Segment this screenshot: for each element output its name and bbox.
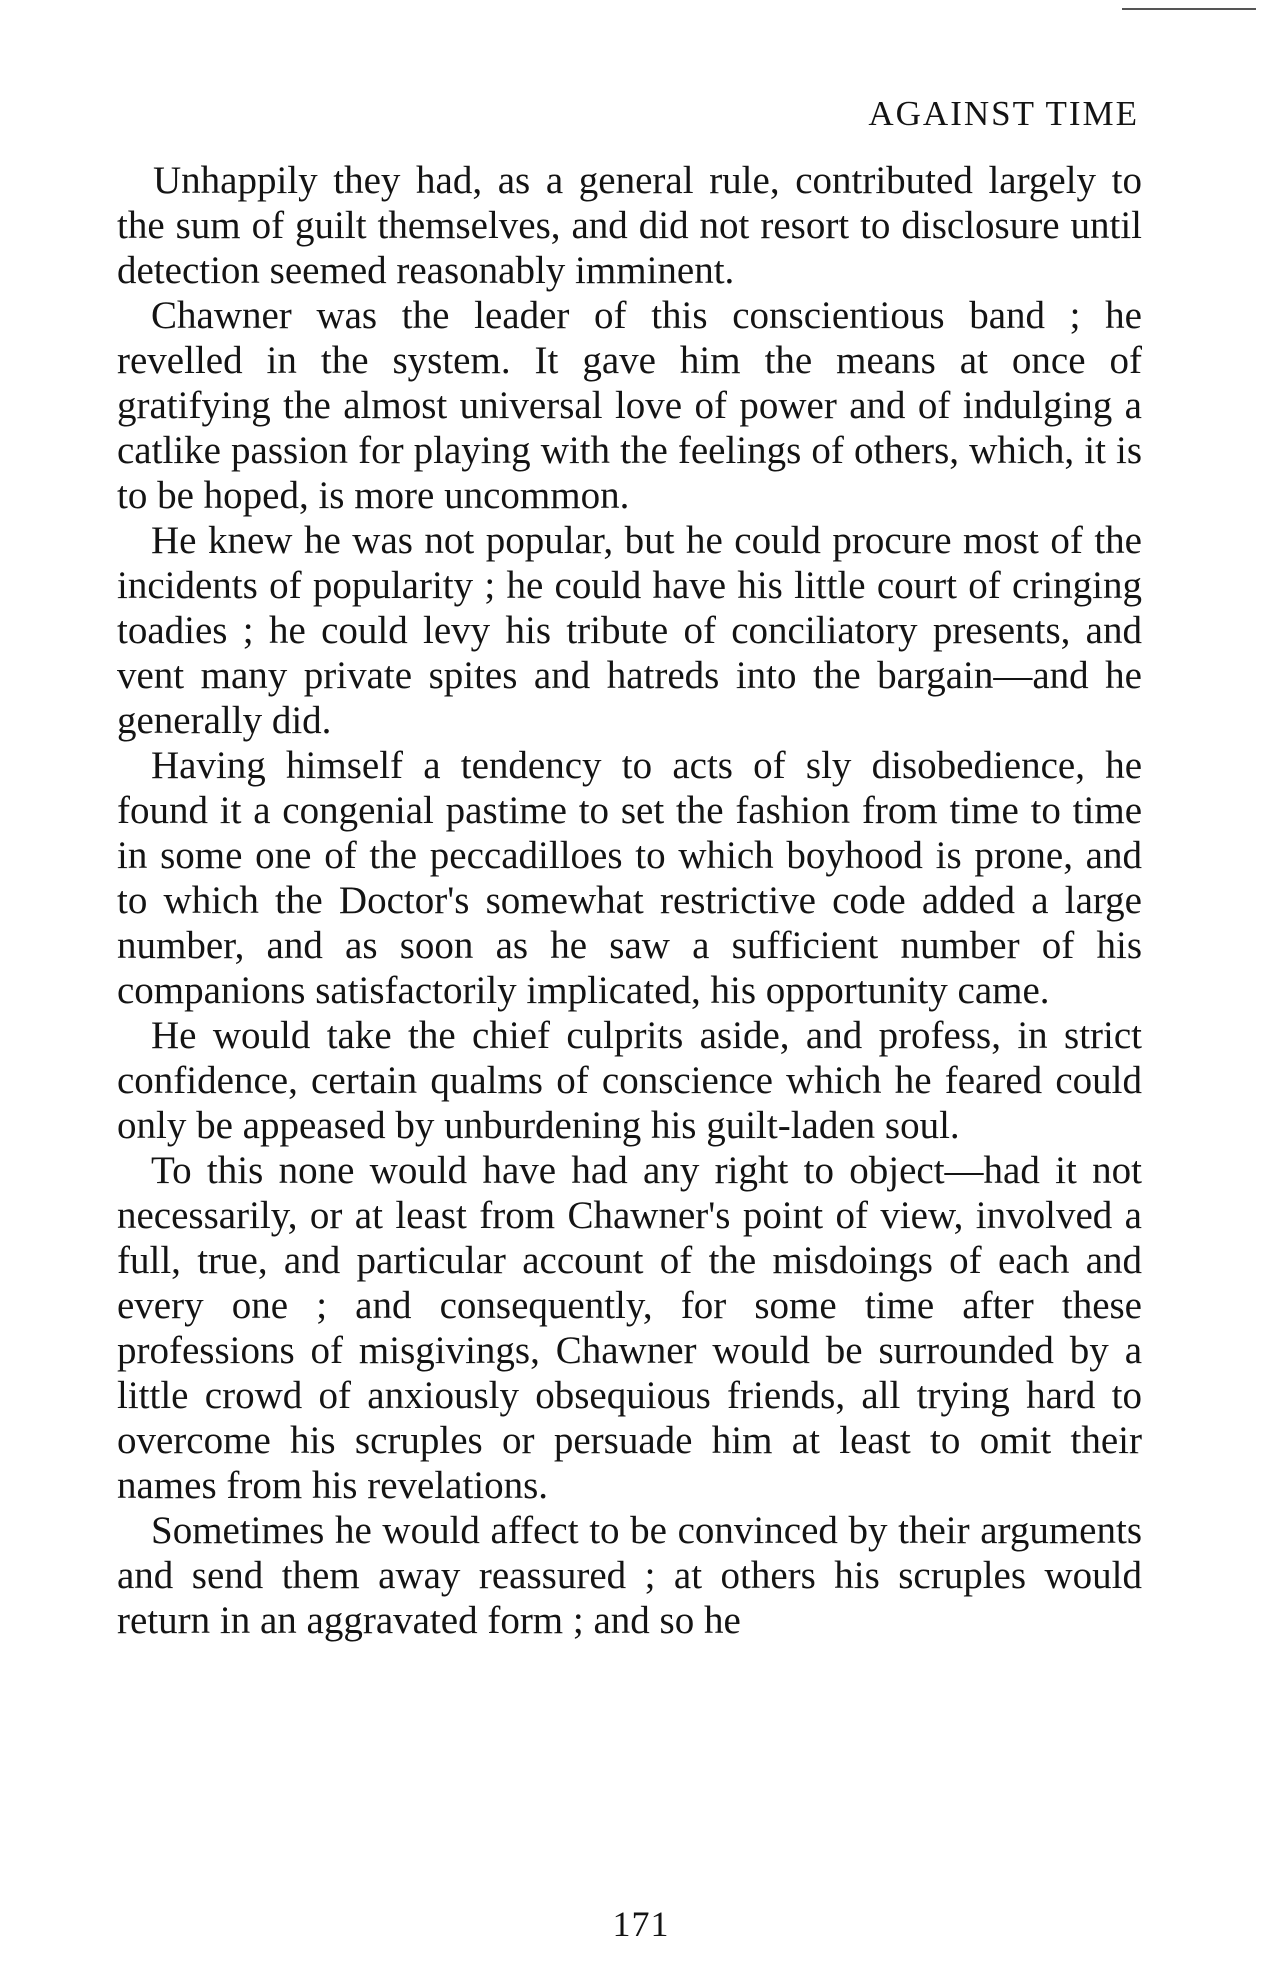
paragraph: Unhappily they had, as a general rule, contributed largely to the sum of guilt themselves, and did not resort to disclosure until detection seemed reasonably imminent. (117, 159, 1142, 292)
paragraph: He knew he was not popular, but he could procure most of the incidents of popularity ; he could have his little court of cringing toadies ; he could levy his tribute of conciliatory presents, and vent many private spites and hatreds into the bargain—and he generally did. (117, 519, 1142, 742)
page-number: 171 (612, 1904, 670, 1944)
body-text (117, 158, 1142, 1643)
paragraph: He would take the chief culprits aside, and profess, in strict confidence, certain qualms of conscience which he feared could only be appeased by unburdening his guilt-laden soul. (117, 1014, 1142, 1147)
paragraph: Having himself a tendency to acts of sly disobedience, he found it a congenial pastime to set the fashion from time to time in some one of the peccadilloes to which boyhood is prone, and to which the Doctor's somewhat restrictive code added a large number, and as soon as he saw a sufficient number of his companions satisfactorily implicated, his opportunity came. (117, 744, 1142, 1012)
paragraph: Sometimes he would affect to be convinced by their arguments and send them away reassured ; at others his scruples would return in an aggravated form ; and so he (117, 1509, 1142, 1642)
running-head: AGAINST TIME (868, 94, 1139, 133)
paragraph: To this none would have had any right to object—had it not necessarily, or at least from Chawner's point of view, involved a full, true, and particular account of the misdoings of each and every one ; and consequently, for some time after these professions of misgivings, Chawner would be surrounded by a little crowd of anxiously obsequious friends, all trying hard to overcome his scruples or persuade him at least to omit their names from his revelations. (117, 1149, 1142, 1507)
corner-rule (1122, 8, 1256, 10)
paragraph: Chawner was the leader of this conscientious band ; he revelled in the system. It gave him the means at once of gratifying the almost universal love of power and of indulging a catlike passion for playing with the feelings of others, which, it is to be hoped, is more uncommon. (117, 294, 1142, 517)
